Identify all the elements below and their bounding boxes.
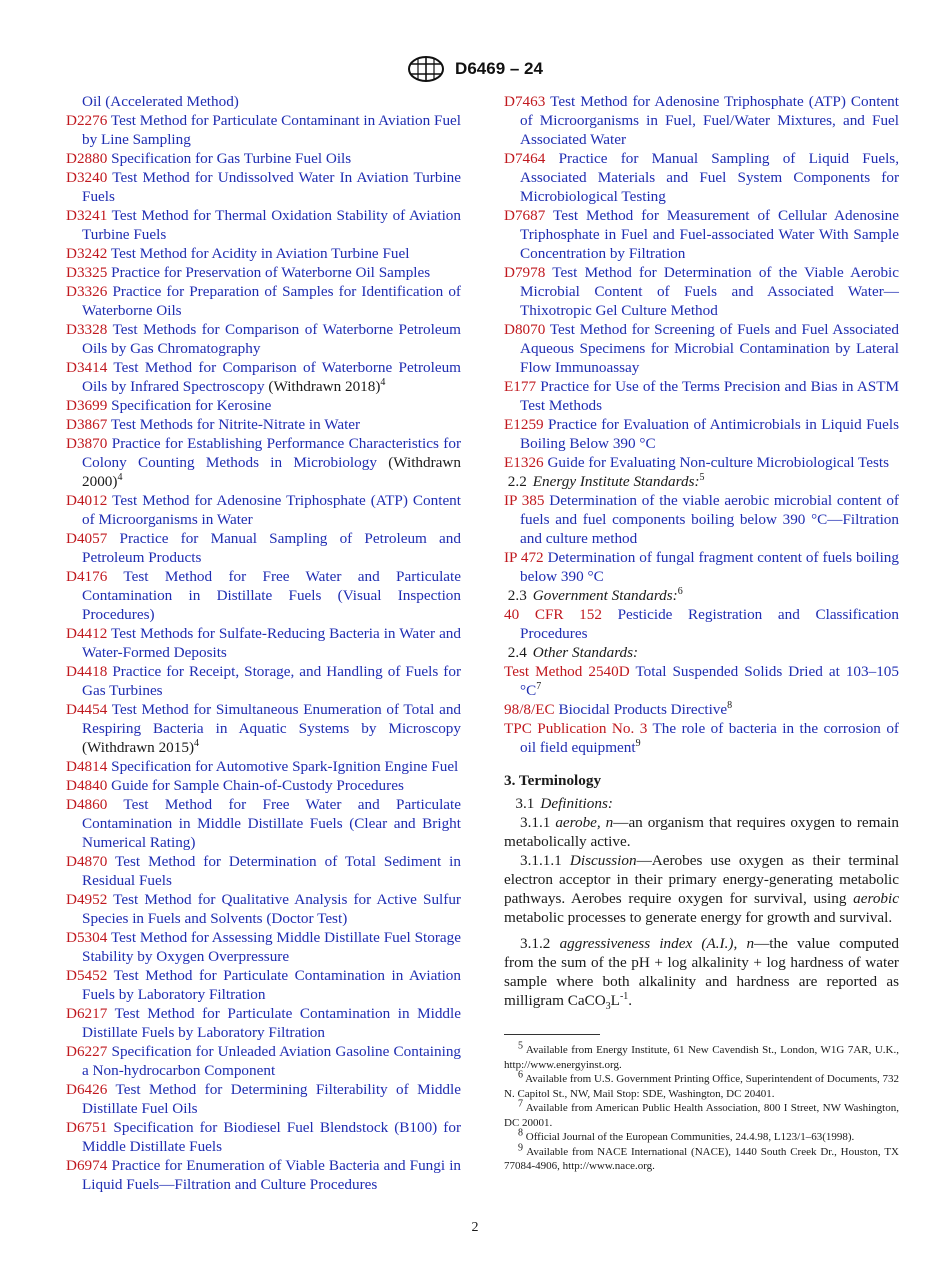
- reference-title[interactable]: Practice for Establishing Performance Characteristics for Colony Counting Methods in Microbiology: [82, 435, 461, 471]
- reference-code[interactable]: D2880: [66, 150, 108, 167]
- reference-title[interactable]: Determination of the viable aerobic microbial content of fuels and fuel components boiling below 390 °C—Filtration and culture method: [520, 492, 899, 547]
- astm-reference[interactable]: [66, 1080, 461, 1118]
- footnote-marker: 4: [380, 376, 386, 388]
- reference-code[interactable]: D6974: [66, 1157, 108, 1174]
- reference-code[interactable]: D4418: [66, 663, 108, 680]
- right-column: [504, 92, 899, 1174]
- footnote-text: Official Journal of the European Communities, 24.4.98, L123/1–63(1998).: [523, 1131, 855, 1144]
- reference-title[interactable]: Test Method for Undissolved Water In Aviation Turbine Fuels: [82, 169, 461, 205]
- astm-reference[interactable]: [66, 890, 461, 928]
- reference-title[interactable]: Practice for Evaluation of Antimicrobials in Liquid Fuels Boiling Below 390 °C: [520, 416, 900, 452]
- reference-title[interactable]: Test Method for Free Water and Particulate Contamination in Distillate Fuels (Visual Inspection Procedures): [82, 568, 461, 623]
- reference-code[interactable]: D3414: [66, 359, 108, 376]
- reference-title[interactable]: Test Method for Screening of Fuels and Fuel Associated Aqueous Specimens for Microbial Contamination by Lateral Flow Immunoassay: [520, 321, 900, 376]
- withdrawn-note: (Withdrawn 2000): [82, 454, 461, 490]
- reference-code[interactable]: D7687: [504, 207, 546, 224]
- footnote-text: Available from NACE International (NACE), 1440 South Creek Dr., Houston, TX 77084-4906, http://www.nace.org.: [504, 1145, 899, 1173]
- aerobe-discussion: 3.1.1.1 Discussion—Aerobes use oxygen as their terminal electron acceptor in their primary energy-generating metabolic pathways. Aerobes require oxygen for survival, using aerobic metabolic processes to generate energy for growth and survival.: [504, 852, 899, 926]
- footnote-text: Available from American Public Health Association, 800 I Street, NW Washington, DC 20001.: [504, 1102, 899, 1129]
- reference-title[interactable]: Total Suspended Solids Dried at 103–105 °C: [520, 663, 899, 699]
- footnote-number: 7: [518, 1098, 523, 1110]
- reference-title[interactable]: Specification for Automotive Spark-Ignition Engine Fuel: [111, 758, 459, 775]
- astm-reference[interactable]: [66, 529, 461, 567]
- aerobe-definition: 3.1.1 aerobe, n—an organism that requires oxygen to remain metabolically active.: [504, 814, 899, 850]
- withdrawn-note: (Withdrawn 2015): [82, 739, 194, 756]
- reference-title[interactable]: Specification for Biodiesel Fuel Blendstock (B100) for Middle Distillate Fuels: [82, 1119, 462, 1155]
- reference-title[interactable]: Test Method for Thermal Oxidation Stability of Aviation Turbine Fuels: [82, 207, 461, 243]
- reference-code[interactable]: D5452: [66, 967, 108, 984]
- withdrawn-note: (Withdrawn 2018): [264, 378, 381, 395]
- reference-code[interactable]: E1259: [504, 416, 544, 433]
- astm-reference[interactable]: [504, 263, 899, 320]
- astm-reference[interactable]: [66, 244, 461, 263]
- footnote-marker: 4: [117, 471, 123, 483]
- astm-reference[interactable]: [66, 1004, 461, 1042]
- astm-reference[interactable]: [66, 852, 461, 890]
- footnote: [504, 1141, 899, 1174]
- reference-title[interactable]: Test Method for Acidity in Aviation Turbine Fuel: [110, 245, 410, 262]
- reference-title[interactable]: Biocidal Products Directive: [558, 701, 728, 718]
- reference-title[interactable]: Test Method for Measurement of Cellular Adenosine Triphosphate in Fuel and Fuel-associated Water With Sample Concentration by Filtration: [520, 207, 900, 262]
- reference-code[interactable]: D4412: [66, 625, 108, 642]
- reference-code[interactable]: D6227: [66, 1043, 108, 1060]
- footnote-marker: 8: [727, 699, 733, 711]
- astm-reference[interactable]: [504, 92, 899, 149]
- reference-title[interactable]: Test Method for Adenosine Triphosphate (ATP) Content of Microorganisms in Water: [82, 492, 461, 528]
- footnote-number: 6: [518, 1069, 523, 1081]
- reference-code[interactable]: D3325: [66, 264, 108, 281]
- other-reference[interactable]: [504, 700, 899, 719]
- aggressiveness-index-definition: 3.1.2 aggressiveness index (A.I.), n—the value computed from the sum of the pH + log alkalinity + log hardness of water sample where both alkalinity and hardness are reported as milligram $CaCO_3L^{-1}$.: [504, 935, 899, 1013]
- energy-standards-heading: 2.2 Energy Institute Standards:$^5$: [507, 471, 705, 490]
- astm-reference[interactable]: [504, 149, 899, 206]
- reference-code[interactable]: D2276: [66, 112, 108, 129]
- footnote-marker: 9: [635, 737, 641, 749]
- reference-code[interactable]: D3870: [66, 435, 108, 452]
- astm-reference[interactable]: [66, 491, 461, 529]
- footnote-number: 8: [518, 1127, 523, 1139]
- reference-title[interactable]: Pesticide Registration and Classification Procedures: [520, 606, 899, 642]
- astm-reference[interactable]: [66, 358, 461, 396]
- reference-code[interactable]: D3328: [66, 321, 108, 338]
- reference-title[interactable]: The role of bacteria in the corrosion of oil field equipment: [520, 720, 899, 756]
- reference-title[interactable]: Test Method for Determination of the Viable Aerobic Microbial Content of Fuels and Associated Water—Thixotropic Gel Culture Method: [520, 264, 900, 319]
- astm-reference[interactable]: [66, 415, 461, 434]
- footnote: [504, 1127, 899, 1145]
- reference-title[interactable]: Oil (Accelerated Method): [82, 93, 239, 110]
- reference-title[interactable]: Determination of fungal fragment content of fuels boiling below 390 °C: [520, 549, 899, 585]
- reference-title[interactable]: Test Method for Adenosine Triphosphate (ATP) Content of Microorganisms in Fuel, Fuel/Water Mixtures, and Fuel Associated Water: [520, 93, 899, 148]
- astm-reference[interactable]: [66, 662, 461, 700]
- astm-reference[interactable]: [504, 453, 899, 472]
- footnote-marker: 4: [194, 737, 199, 749]
- astm-reference[interactable]: [66, 396, 461, 415]
- reference-code[interactable]: D7464: [504, 150, 546, 167]
- reference-title[interactable]: Practice for Use of the Terms Precision and Bias in ASTM Test Methods: [520, 378, 900, 414]
- reference-code[interactable]: IP 472: [504, 549, 544, 566]
- astm-reference[interactable]: [66, 567, 461, 624]
- astm-reference[interactable]: [66, 1156, 461, 1194]
- footnotes: [504, 1040, 899, 1174]
- government-reference[interactable]: [504, 605, 899, 643]
- footnote-text: Available from Energy Institute, 61 New Cavendish St., London, W1G 7AR, U.K., http://www.energyinst.org.: [504, 1044, 899, 1071]
- other-refs: [504, 662, 899, 757]
- government-refs: [504, 605, 899, 643]
- reference-title[interactable]: Test Methods for Sulfate-Reducing Bacteria in Water and Water-Formed Deposits: [82, 625, 461, 661]
- reference-code[interactable]: D3241: [66, 207, 108, 224]
- footnote-rule: [504, 1034, 600, 1035]
- astm-reference[interactable]: [66, 966, 461, 1004]
- energy-refs: [504, 491, 899, 586]
- reference-code[interactable]: D3699: [66, 397, 108, 414]
- astm-reference[interactable]: [66, 168, 461, 206]
- reference-title[interactable]: Practice for Manual Sampling of Liquid Fuels, Associated Materials and Fuel System Components for Microbiological Testing: [520, 150, 900, 205]
- astm-reference[interactable]: [504, 377, 899, 415]
- reference-code[interactable]: E177: [504, 378, 537, 395]
- reference-code[interactable]: D4454: [66, 701, 108, 718]
- reference-code[interactable]: D3242: [66, 245, 108, 262]
- reference-code[interactable]: D4176: [66, 568, 108, 585]
- footnote-number: 5: [518, 1040, 523, 1052]
- reference-title[interactable]: Test Method for Assessing Middle Distillate Fuel Storage Stability by Oxygen Overpressure: [82, 929, 461, 965]
- footnote: [504, 1040, 899, 1072]
- terminology-title: 3. Terminology: [504, 772, 602, 789]
- government-standards-heading: 2.3 Government Standards:$^6$: [507, 585, 683, 604]
- reference-title[interactable]: Practice for Preservation of Waterborne Oil Samples: [111, 264, 431, 281]
- reference-code[interactable]: D8070: [504, 321, 546, 338]
- astm-reference[interactable]: [66, 928, 461, 966]
- astm-reference[interactable]: [66, 757, 461, 776]
- reference-code[interactable]: D4814: [66, 758, 108, 775]
- reference-code[interactable]: 98/8/EC: [504, 701, 555, 718]
- reference-title[interactable]: Test Method for Simultaneous Enumeration of Total and Respiring Bacteria in Aquatic Systems by Microscopy: [82, 701, 462, 737]
- reference-code[interactable]: D3240: [66, 169, 108, 186]
- page-number: 2: [471, 1220, 479, 1235]
- reference-code[interactable]: D7978: [504, 264, 546, 281]
- reference-code[interactable]: D6751: [66, 1119, 108, 1136]
- reference-title[interactable]: Practice for Manual Sampling of Petroleum and Petroleum Products: [82, 530, 461, 566]
- reference-code[interactable]: D6426: [66, 1081, 108, 1098]
- page-header: [0, 56, 950, 84]
- reference-title[interactable]: Test Methods for Nitrite-Nitrate in Water: [110, 416, 361, 433]
- reference-code[interactable]: D4870: [66, 853, 108, 870]
- footnote-marker: 7: [536, 680, 542, 692]
- astm-reference[interactable]: [504, 415, 899, 453]
- reference-code[interactable]: D4012: [66, 492, 108, 509]
- astm-reference[interactable]: [66, 149, 461, 168]
- reference-title[interactable]: Test Method for Particulate Contamination in Aviation Fuels by Laboratory Filtration: [82, 967, 461, 1003]
- reference-title[interactable]: Guide for Evaluating Non-culture Microbiological Tests: [547, 454, 890, 471]
- footnote-number: 9: [518, 1141, 523, 1153]
- astm-reference[interactable]: [504, 320, 899, 377]
- astm-reference[interactable]: [66, 434, 461, 491]
- reference-code[interactable]: D6217: [66, 1005, 108, 1022]
- other-reference[interactable]: [504, 662, 899, 700]
- astm-reference[interactable]: [66, 320, 461, 358]
- footnote-text: Available from U.S. Government Printing Office, Superintendent of Documents, 732 N. Capitol St., NW, Mail Stop: SDE, Washington, DC 20401.: [504, 1073, 899, 1100]
- energy-institute-reference[interactable]: [504, 491, 899, 548]
- astm-reference[interactable]: [66, 624, 461, 662]
- astm-reference[interactable]: [66, 1118, 461, 1156]
- astm-reference[interactable]: [66, 1042, 461, 1080]
- reference-title[interactable]: Test Method for Particulate Contaminant in Aviation Fuel by Line Sampling: [82, 112, 462, 148]
- reference-title[interactable]: Test Method for Free Water and Particulate Contamination in Middle Distillate Fuels (Clear and Bright Numerical Rating): [82, 796, 461, 851]
- reference-code[interactable]: E1326: [504, 454, 544, 471]
- reference-code[interactable]: Test Method 2540D: [504, 663, 630, 680]
- reference-code[interactable]: D3867: [66, 416, 108, 433]
- reference-title[interactable]: Test Method for Comparison of Waterborne Petroleum Oils by Infrared Spectroscopy: [82, 359, 461, 395]
- reference-title[interactable]: Test Method for Determining Filterability of Middle Distillate Fuel Oils: [82, 1081, 461, 1117]
- astm-reference[interactable]: [66, 776, 461, 795]
- reference-title[interactable]: Guide for Sample Chain-of-Custody Procedures: [111, 777, 404, 794]
- reference-title[interactable]: Specification for Kerosine: [111, 397, 272, 414]
- astm-reference[interactable]: [66, 700, 461, 757]
- astm-reference[interactable]: [66, 92, 461, 111]
- astm-reference[interactable]: [66, 206, 461, 244]
- reference-title[interactable]: Specification for Unleaded Aviation Gasoline Containing a Non-hydrocarbon Component: [82, 1043, 462, 1079]
- reference-code[interactable]: D4860: [66, 796, 108, 813]
- astm-reference[interactable]: [66, 795, 461, 852]
- reference-title[interactable]: Test Method for Determination of Total Sediment in Residual Fuels: [82, 853, 462, 889]
- astm-reference[interactable]: [504, 206, 899, 263]
- left-column: [66, 92, 461, 1194]
- footnote: [504, 1069, 899, 1101]
- reference-code[interactable]: IP 385: [504, 492, 545, 509]
- reference-title[interactable]: Practice for Enumeration of Viable Bacteria and Fungi in Liquid Fuels—Filtration and Culture Procedures: [82, 1157, 462, 1193]
- energy-institute-reference[interactable]: [504, 548, 899, 586]
- footnote: [504, 1098, 899, 1130]
- reference-code[interactable]: D4840: [66, 777, 108, 794]
- other-standards-heading: 2.4 Other Standards:: [507, 644, 639, 661]
- other-reference[interactable]: [504, 719, 899, 757]
- reference-title[interactable]: Practice for Receipt, Storage, and Handling of Fuels for Gas Turbines: [82, 663, 461, 699]
- astm-reference[interactable]: [66, 263, 461, 282]
- astm-refs-continued: [504, 92, 899, 472]
- reference-title[interactable]: Practice for Preparation of Samples for Identification of Waterborne Oils: [82, 283, 461, 319]
- astm-reference[interactable]: [66, 111, 461, 149]
- document-designation: D6469 – 24: [455, 59, 543, 78]
- reference-title[interactable]: Specification for Gas Turbine Fuel Oils: [111, 150, 352, 167]
- reference-code[interactable]: 40 CFR 152: [504, 606, 602, 623]
- reference-code[interactable]: D3326: [66, 283, 108, 300]
- astm-logo-icon: [407, 56, 445, 82]
- reference-code[interactable]: D5304: [66, 929, 108, 946]
- reference-title[interactable]: Test Methods for Comparison of Waterborne Petroleum Oils by Gas Chromatography: [82, 321, 461, 357]
- astm-reference[interactable]: [66, 282, 461, 320]
- reference-title[interactable]: Test Method for Particulate Contamination in Middle Distillate Fuels by Laboratory Filtration: [82, 1005, 461, 1041]
- reference-title[interactable]: Test Method for Qualitative Analysis for Active Sulfur Species in Fuels and Solvents (Doctor Test): [82, 891, 461, 927]
- definitions-heading: 3.1 Definitions:: [515, 795, 613, 812]
- reference-code[interactable]: D4057: [66, 530, 108, 547]
- reference-code[interactable]: TPC Publication No. 3: [504, 720, 648, 737]
- reference-code[interactable]: D7463: [504, 93, 546, 110]
- reference-code[interactable]: D4952: [66, 891, 108, 908]
